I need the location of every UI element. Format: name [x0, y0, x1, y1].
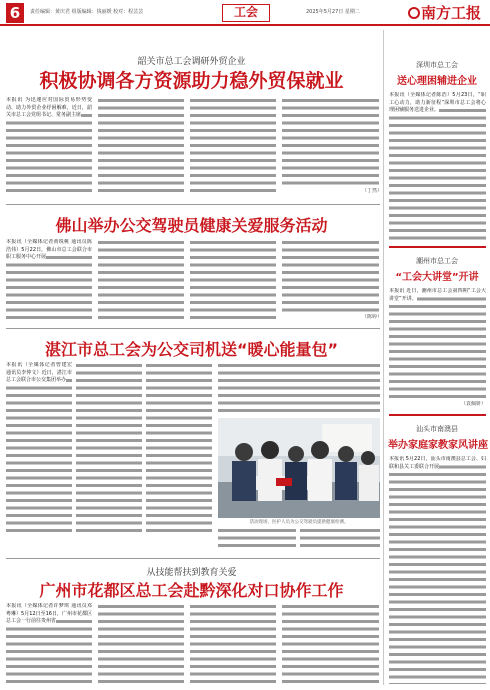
editors-line: 责任编辑：黄庆君 组版编辑：钱丽媛 校对：程芸芸	[30, 9, 144, 15]
article-body	[146, 362, 212, 532]
article-kicker: 韶关市总工会调研外贸企业	[137, 57, 246, 67]
article-body	[190, 603, 276, 683]
brief-body: 本报讯（全媒体记者陈浩）5月23日，“职工心动力，助力新征程”深圳市总工会将心理困辅服务送进企业。	[389, 92, 486, 240]
article-body	[98, 603, 184, 683]
article-divider	[6, 204, 380, 205]
article-body	[76, 362, 142, 532]
brief-divider	[389, 414, 486, 416]
article-signoff: （丁然）	[361, 188, 382, 194]
article-body	[190, 239, 276, 321]
article-body: 本报讯（全媒体记者黄锐桃 通讯员陈浩伟）5月22日，佛山市总工会联合市职工服务中心开展	[6, 239, 92, 321]
article-body: 本报讯（全媒体记者曾建宏 通讯员李仲文）近日，湛江市总工会联合市公交集团举办	[6, 362, 72, 532]
section-label: 工会	[222, 4, 270, 22]
photo-caption: 活动现场，医护人员为公交驾驶员提供健康检测。	[249, 520, 349, 525]
article-body	[282, 97, 379, 187]
article-body	[98, 97, 184, 195]
brief-kicker: 深圳市总工会	[416, 61, 458, 69]
newspaper-logo	[408, 2, 481, 23]
page-number: 6	[6, 3, 24, 23]
brief-divider	[389, 246, 486, 248]
issue-date: 2025年5月27日 星期二	[306, 9, 360, 15]
brief-headline: 举办家庭家教家风讲座	[388, 440, 488, 451]
article-body	[282, 239, 379, 313]
article-body	[300, 527, 380, 551]
article-headline: 佛山举办公交驾驶员健康关爱服务活动	[55, 216, 328, 235]
brief-kicker: 潮州市总工会	[416, 257, 458, 265]
article-divider	[6, 328, 380, 329]
article-body	[98, 239, 184, 321]
logo-icon	[408, 7, 420, 19]
article-body	[218, 362, 380, 414]
article-body	[282, 603, 379, 683]
article-body: 本报讯 为迅速应对国际贸易形势变动、助力外贸企业纾困解难，近日，韶关市总工会党组书记、常务副主席	[6, 97, 92, 195]
article-headline: 广州市花都区总工会赴黔深化对口协作工作	[39, 581, 344, 600]
article-headline: 湛江市总工会为公交司机送“暖心能量包”	[44, 340, 339, 359]
logo-text: 南方工报	[421, 4, 482, 22]
brief-body: 本报讯 5月22日，汕头市南澳县总工会、妇联和县关工委联合开展	[389, 456, 486, 684]
brief-kicker: 汕头市南澳县	[416, 425, 458, 433]
brief-headline: 送心理困辅进企业	[397, 76, 477, 87]
photo-illustration	[218, 418, 380, 518]
article-body	[218, 527, 296, 551]
article-body: 本报讯（全媒体记者许梦琪 通讯员邓粤琳）5月12日至16日，广州市花都区总工会一行前往贵州省	[6, 603, 92, 683]
brief-signoff: （袁佩妍）	[460, 401, 486, 407]
brief-headline: “工会大讲堂”开讲	[395, 272, 479, 283]
article-body	[190, 97, 276, 195]
article-kicker: 从技能帮扶到教育关爱	[146, 568, 237, 578]
column-divider	[383, 30, 384, 685]
article-signoff: （陈婷）	[361, 314, 382, 320]
article-divider	[6, 558, 380, 559]
page-header	[0, 0, 490, 26]
news-photo	[218, 418, 380, 518]
brief-body: 本报讯 近日，潮州市总工会第四期“工会大讲堂”开讲。	[389, 288, 486, 400]
article-headline: 积极协调各方资源助力稳外贸保就业	[39, 70, 344, 92]
